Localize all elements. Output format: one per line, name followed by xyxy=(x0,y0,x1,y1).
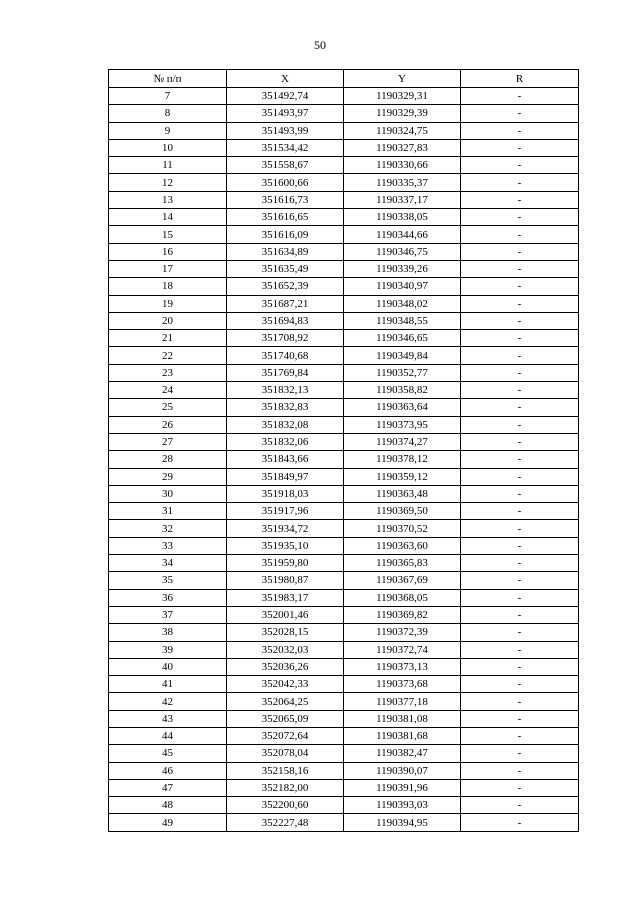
cell-x: 351832,08 xyxy=(227,416,344,433)
cell-r: - xyxy=(461,520,579,537)
cell-y: 1190363,60 xyxy=(344,537,461,554)
cell-y: 1190363,64 xyxy=(344,399,461,416)
cell-point-number: 20 xyxy=(109,312,227,329)
cell-y: 1190346,75 xyxy=(344,243,461,260)
table-row xyxy=(109,606,579,623)
cell-x: 351935,10 xyxy=(227,537,344,554)
cell-point-number: 36 xyxy=(109,589,227,606)
table-row xyxy=(109,157,579,174)
cell-y: 1190374,27 xyxy=(344,433,461,450)
cell-r: - xyxy=(461,572,579,589)
cell-point-number: 11 xyxy=(109,157,227,174)
cell-y: 1190377,18 xyxy=(344,693,461,710)
cell-y: 1190372,74 xyxy=(344,641,461,658)
table-row xyxy=(109,278,579,295)
cell-point-number: 18 xyxy=(109,278,227,295)
table-row xyxy=(109,745,579,762)
cell-y: 1190369,50 xyxy=(344,503,461,520)
cell-x: 351558,67 xyxy=(227,157,344,174)
cell-point-number: 44 xyxy=(109,727,227,744)
cell-r: - xyxy=(461,88,579,105)
cell-point-number: 19 xyxy=(109,295,227,312)
cell-point-number: 21 xyxy=(109,330,227,347)
cell-x: 352227,48 xyxy=(227,814,344,831)
cell-x: 352032,03 xyxy=(227,641,344,658)
cell-point-number: 16 xyxy=(109,243,227,260)
header-x: X xyxy=(227,70,344,88)
cell-x: 351740,68 xyxy=(227,347,344,364)
cell-x: 352182,00 xyxy=(227,779,344,796)
cell-r: - xyxy=(461,174,579,191)
cell-r: - xyxy=(461,555,579,572)
cell-point-number: 24 xyxy=(109,382,227,399)
cell-x: 351832,83 xyxy=(227,399,344,416)
table-row xyxy=(109,226,579,243)
cell-r: - xyxy=(461,382,579,399)
cell-r: - xyxy=(461,243,579,260)
cell-r: - xyxy=(461,537,579,554)
cell-y: 1190381,08 xyxy=(344,710,461,727)
cell-point-number: 23 xyxy=(109,364,227,381)
cell-r: - xyxy=(461,139,579,156)
cell-point-number: 13 xyxy=(109,191,227,208)
header-row xyxy=(109,70,579,88)
cell-r: - xyxy=(461,157,579,174)
cell-r: - xyxy=(461,641,579,658)
cell-y: 1190340,97 xyxy=(344,278,461,295)
cell-y: 1190348,02 xyxy=(344,295,461,312)
cell-x: 352065,09 xyxy=(227,710,344,727)
coordinates-table xyxy=(108,69,579,832)
cell-y: 1190330,66 xyxy=(344,157,461,174)
cell-y: 1190368,05 xyxy=(344,589,461,606)
table-row xyxy=(109,589,579,606)
table-row xyxy=(109,243,579,260)
cell-r: - xyxy=(461,606,579,623)
cell-y: 1190373,68 xyxy=(344,676,461,693)
cell-y: 1190337,17 xyxy=(344,191,461,208)
cell-r: - xyxy=(461,330,579,347)
cell-point-number: 32 xyxy=(109,520,227,537)
cell-x: 352072,64 xyxy=(227,727,344,744)
cell-point-number: 48 xyxy=(109,797,227,814)
table-row xyxy=(109,451,579,468)
cell-r: - xyxy=(461,676,579,693)
cell-r: - xyxy=(461,295,579,312)
table-row xyxy=(109,347,579,364)
cell-x: 351843,66 xyxy=(227,451,344,468)
table-row xyxy=(109,485,579,502)
cell-r: - xyxy=(461,364,579,381)
cell-x: 351687,21 xyxy=(227,295,344,312)
cell-x: 351980,87 xyxy=(227,572,344,589)
cell-y: 1190346,65 xyxy=(344,330,461,347)
table-row xyxy=(109,797,579,814)
table-row xyxy=(109,399,579,416)
cell-point-number: 27 xyxy=(109,433,227,450)
cell-x: 351934,72 xyxy=(227,520,344,537)
cell-point-number: 38 xyxy=(109,624,227,641)
cell-x: 352064,25 xyxy=(227,693,344,710)
table-row xyxy=(109,779,579,796)
cell-x: 351616,65 xyxy=(227,209,344,226)
table-row xyxy=(109,174,579,191)
cell-x: 352036,26 xyxy=(227,658,344,675)
cell-x: 351917,96 xyxy=(227,503,344,520)
cell-point-number: 8 xyxy=(109,105,227,122)
table-row xyxy=(109,364,579,381)
cell-point-number: 41 xyxy=(109,676,227,693)
cell-y: 1190352,77 xyxy=(344,364,461,381)
table-row xyxy=(109,693,579,710)
cell-point-number: 33 xyxy=(109,537,227,554)
cell-point-number: 7 xyxy=(109,88,227,105)
cell-r: - xyxy=(461,485,579,502)
cell-x: 351634,89 xyxy=(227,243,344,260)
cell-x: 352078,04 xyxy=(227,745,344,762)
table-row xyxy=(109,191,579,208)
cell-point-number: 10 xyxy=(109,139,227,156)
cell-x: 351635,49 xyxy=(227,260,344,277)
table-row xyxy=(109,330,579,347)
cell-r: - xyxy=(461,745,579,762)
cell-point-number: 45 xyxy=(109,745,227,762)
cell-r: - xyxy=(461,260,579,277)
cell-r: - xyxy=(461,191,579,208)
cell-point-number: 35 xyxy=(109,572,227,589)
cell-x: 351492,74 xyxy=(227,88,344,105)
cell-x: 352028,15 xyxy=(227,624,344,641)
table-row xyxy=(109,139,579,156)
cell-y: 1190391,96 xyxy=(344,779,461,796)
cell-r: - xyxy=(461,347,579,364)
table-row xyxy=(109,520,579,537)
cell-r: - xyxy=(461,399,579,416)
table-row xyxy=(109,624,579,641)
cell-point-number: 43 xyxy=(109,710,227,727)
cell-y: 1190370,52 xyxy=(344,520,461,537)
header-point-number: № п/п xyxy=(109,70,227,88)
cell-x: 352200,60 xyxy=(227,797,344,814)
cell-point-number: 12 xyxy=(109,174,227,191)
cell-x: 351832,06 xyxy=(227,433,344,450)
cell-x: 351616,09 xyxy=(227,226,344,243)
table-row xyxy=(109,209,579,226)
table-row xyxy=(109,122,579,139)
cell-r: - xyxy=(461,762,579,779)
table-row xyxy=(109,727,579,744)
cell-point-number: 15 xyxy=(109,226,227,243)
cell-r: - xyxy=(461,727,579,744)
cell-y: 1190373,13 xyxy=(344,658,461,675)
cell-y: 1190339,26 xyxy=(344,260,461,277)
cell-r: - xyxy=(461,451,579,468)
cell-point-number: 25 xyxy=(109,399,227,416)
cell-y: 1190344,66 xyxy=(344,226,461,243)
cell-r: - xyxy=(461,209,579,226)
table-row xyxy=(109,433,579,450)
cell-x: 351708,92 xyxy=(227,330,344,347)
cell-x: 351694,83 xyxy=(227,312,344,329)
cell-r: - xyxy=(461,624,579,641)
table-row xyxy=(109,382,579,399)
cell-y: 1190338,05 xyxy=(344,209,461,226)
cell-y: 1190327,83 xyxy=(344,139,461,156)
cell-y: 1190393,03 xyxy=(344,797,461,814)
header-r: R xyxy=(461,70,579,88)
cell-r: - xyxy=(461,693,579,710)
cell-x: 352042,33 xyxy=(227,676,344,693)
cell-point-number: 46 xyxy=(109,762,227,779)
cell-r: - xyxy=(461,710,579,727)
cell-x: 351600,66 xyxy=(227,174,344,191)
page-number: 50 xyxy=(314,38,326,52)
cell-point-number: 47 xyxy=(109,779,227,796)
cell-point-number: 42 xyxy=(109,693,227,710)
cell-r: - xyxy=(461,312,579,329)
cell-x: 351534,42 xyxy=(227,139,344,156)
cell-r: - xyxy=(461,433,579,450)
cell-y: 1190367,69 xyxy=(344,572,461,589)
cell-x: 351493,97 xyxy=(227,105,344,122)
cell-point-number: 17 xyxy=(109,260,227,277)
table-header xyxy=(109,70,579,88)
cell-point-number: 26 xyxy=(109,416,227,433)
cell-y: 1190372,39 xyxy=(344,624,461,641)
table-row xyxy=(109,572,579,589)
cell-r: - xyxy=(461,278,579,295)
cell-y: 1190358,82 xyxy=(344,382,461,399)
cell-point-number: 49 xyxy=(109,814,227,831)
cell-y: 1190373,95 xyxy=(344,416,461,433)
cell-point-number: 28 xyxy=(109,451,227,468)
cell-y: 1190394,95 xyxy=(344,814,461,831)
cell-point-number: 34 xyxy=(109,555,227,572)
cell-y: 1190369,82 xyxy=(344,606,461,623)
cell-y: 1190378,12 xyxy=(344,451,461,468)
cell-x: 351769,84 xyxy=(227,364,344,381)
cell-y: 1190363,48 xyxy=(344,485,461,502)
cell-r: - xyxy=(461,779,579,796)
table-row xyxy=(109,503,579,520)
cell-x: 352158,16 xyxy=(227,762,344,779)
table-body xyxy=(109,88,579,832)
cell-y: 1190365,83 xyxy=(344,555,461,572)
cell-x: 352001,46 xyxy=(227,606,344,623)
table-row xyxy=(109,537,579,554)
cell-x: 351616,73 xyxy=(227,191,344,208)
cell-point-number: 39 xyxy=(109,641,227,658)
cell-x: 351918,03 xyxy=(227,485,344,502)
table-row xyxy=(109,555,579,572)
cell-point-number: 30 xyxy=(109,485,227,502)
cell-point-number: 9 xyxy=(109,122,227,139)
cell-y: 1190329,39 xyxy=(344,105,461,122)
table-row xyxy=(109,710,579,727)
table-row xyxy=(109,676,579,693)
table-row xyxy=(109,658,579,675)
cell-x: 351959,80 xyxy=(227,555,344,572)
cell-r: - xyxy=(461,468,579,485)
cell-r: - xyxy=(461,226,579,243)
cell-y: 1190349,84 xyxy=(344,347,461,364)
cell-x: 351849,97 xyxy=(227,468,344,485)
cell-y: 1190335,37 xyxy=(344,174,461,191)
cell-x: 351493,99 xyxy=(227,122,344,139)
cell-point-number: 29 xyxy=(109,468,227,485)
cell-point-number: 40 xyxy=(109,658,227,675)
table-row xyxy=(109,105,579,122)
cell-r: - xyxy=(461,814,579,831)
cell-y: 1190381,68 xyxy=(344,727,461,744)
table-row xyxy=(109,814,579,831)
table-row xyxy=(109,762,579,779)
table-row xyxy=(109,641,579,658)
cell-y: 1190329,31 xyxy=(344,88,461,105)
cell-point-number: 14 xyxy=(109,209,227,226)
cell-r: - xyxy=(461,122,579,139)
cell-x: 351832,13 xyxy=(227,382,344,399)
cell-r: - xyxy=(461,658,579,675)
cell-point-number: 22 xyxy=(109,347,227,364)
cell-point-number: 31 xyxy=(109,503,227,520)
cell-point-number: 37 xyxy=(109,606,227,623)
cell-y: 1190359,12 xyxy=(344,468,461,485)
table-row xyxy=(109,260,579,277)
cell-r: - xyxy=(461,105,579,122)
cell-x: 351652,39 xyxy=(227,278,344,295)
cell-y: 1190390,07 xyxy=(344,762,461,779)
cell-y: 1190382,47 xyxy=(344,745,461,762)
cell-y: 1190348,55 xyxy=(344,312,461,329)
cell-r: - xyxy=(461,503,579,520)
cell-r: - xyxy=(461,589,579,606)
cell-r: - xyxy=(461,797,579,814)
cell-y: 1190324,75 xyxy=(344,122,461,139)
table-row xyxy=(109,416,579,433)
cell-x: 351983,17 xyxy=(227,589,344,606)
table-row xyxy=(109,312,579,329)
header-y: Y xyxy=(344,70,461,88)
table-row xyxy=(109,468,579,485)
cell-r: - xyxy=(461,416,579,433)
table-row xyxy=(109,88,579,105)
table-row xyxy=(109,295,579,312)
